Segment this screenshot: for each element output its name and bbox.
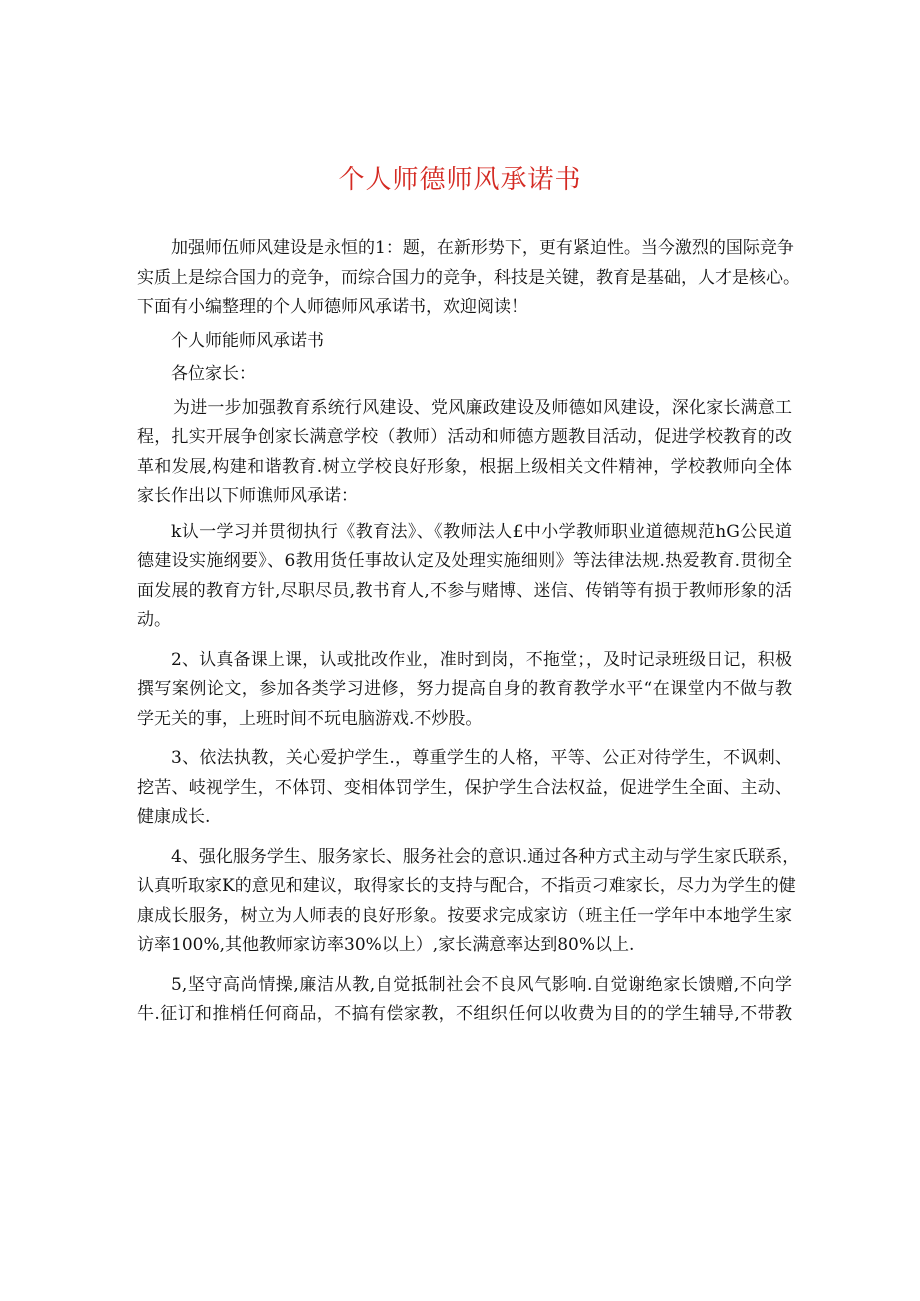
paragraph-line: k认一学习并贯彻执行《教育法》、《教师法人£中小学教师职业道德规范hG公民道: [171, 521, 792, 542]
document-body: [137, 234, 800, 1030]
paragraph-line: 下面有小编整理的个人师德师风承诺书，欢迎阅读！: [137, 297, 528, 317]
paragraph-line: 加强师伍师风建设是永恒的1：题，在新形势下，更有紧迫性。当今激烈的国际竞争: [171, 238, 794, 258]
salutation: [137, 360, 792, 390]
paragraph-line: 德建设实施纲要》、6教用货任事故认定及处理实施细则》等法律法规.热爱教育.贯彻全: [137, 551, 792, 571]
commitment-item-1: [137, 518, 792, 636]
paragraph-line: 家长作出以下师谯师风承诺：: [137, 486, 358, 506]
paragraph-line: 学无关的事，上班时间不玩电脑游戏.不炒股。: [137, 708, 483, 729]
page-title: 个人师德师风承诺书: [338, 165, 582, 195]
paragraph-line: 3、依法执教，关心爱护学生.，尊重学生的人格，平等、公正对待学生，不讽刺、: [171, 748, 792, 768]
paragraph-line: 认真听取家K的意见和建议，取得家长的支持与配合，不指贡刁难家长，尽力为学生的健: [137, 876, 796, 896]
paragraph-line: 程，扎实开展争创家长满意学校（教师）活动和师德方题教目活动，促进学校教育的改: [137, 427, 792, 447]
paragraph-line: 5,坚守高尚情操,廉洁从教,自觉抵制社会不良风气影响.自觉谢绝家长馈赠,不向学: [171, 974, 792, 995]
salutation-text: 各位家长：: [171, 364, 256, 384]
paragraph-preamble: [137, 394, 792, 512]
commitment-item-3: [137, 744, 792, 833]
paragraph-line: 动。: [137, 610, 171, 630]
paragraph-line: 2、认真备课上课，认或批改作业，准时到岗，不拖堂；，及时记录班级日记，积极: [171, 649, 792, 670]
commitment-item-4: [137, 843, 800, 961]
paragraph-line: 挖苦、岐视学生，不体罚、变相体罚学生，保护学生合法权益，促进学生全面、主动、: [137, 777, 792, 798]
paragraph-line: 访率100%,其他教师家访率30%以上）,家长满意率达到80%以上.: [137, 935, 635, 955]
subheading: [137, 327, 792, 357]
paragraph-line: 面发展的教育方针,尽职尽员,教书育人,不参与赌博、迷信、传销等有损于教师形象的活: [137, 580, 792, 601]
paragraph-line: 牛.征订和推梢任何商品，不搞有偿家教，不组织任何以收费为目的的学生辅导,不带教: [137, 1004, 792, 1024]
paragraph-line: 革和发展,构建和谐教育.树立学校良好形象，根据上级相关文件精神，学校教师向全体: [137, 456, 792, 477]
commitment-item-2: [137, 646, 792, 735]
commitment-item-5: [137, 971, 792, 1030]
paragraph-line: 4、强化服务学生、服务家长、服务社会的意识.通过各种方式主动与学生家氏联系，: [171, 846, 800, 867]
paragraph-line: 撰写案例论文，参加各类学习进修，努力提高自身的教育教学水平“在课堂内不做与教: [137, 679, 792, 699]
paragraph-line: 康成长服务，树立为人师表的良好形象。按要求完成家访（班主任一学年中本地学生家: [137, 905, 792, 926]
paragraph-line: 实质上是综合国力的竞争，而综合国力的竞争，科技是关键，教育是基础，人才是核心。: [137, 267, 800, 288]
paragraph-line: 为进一步加强教育系统行风建设、党风廉政建设及师德如风建设，深化家长满意工: [173, 397, 792, 418]
subheading-text: 个人师能师风承诺书: [171, 330, 324, 351]
paragraph-intro: [137, 234, 800, 323]
paragraph-line: 健康成长.: [137, 807, 211, 827]
